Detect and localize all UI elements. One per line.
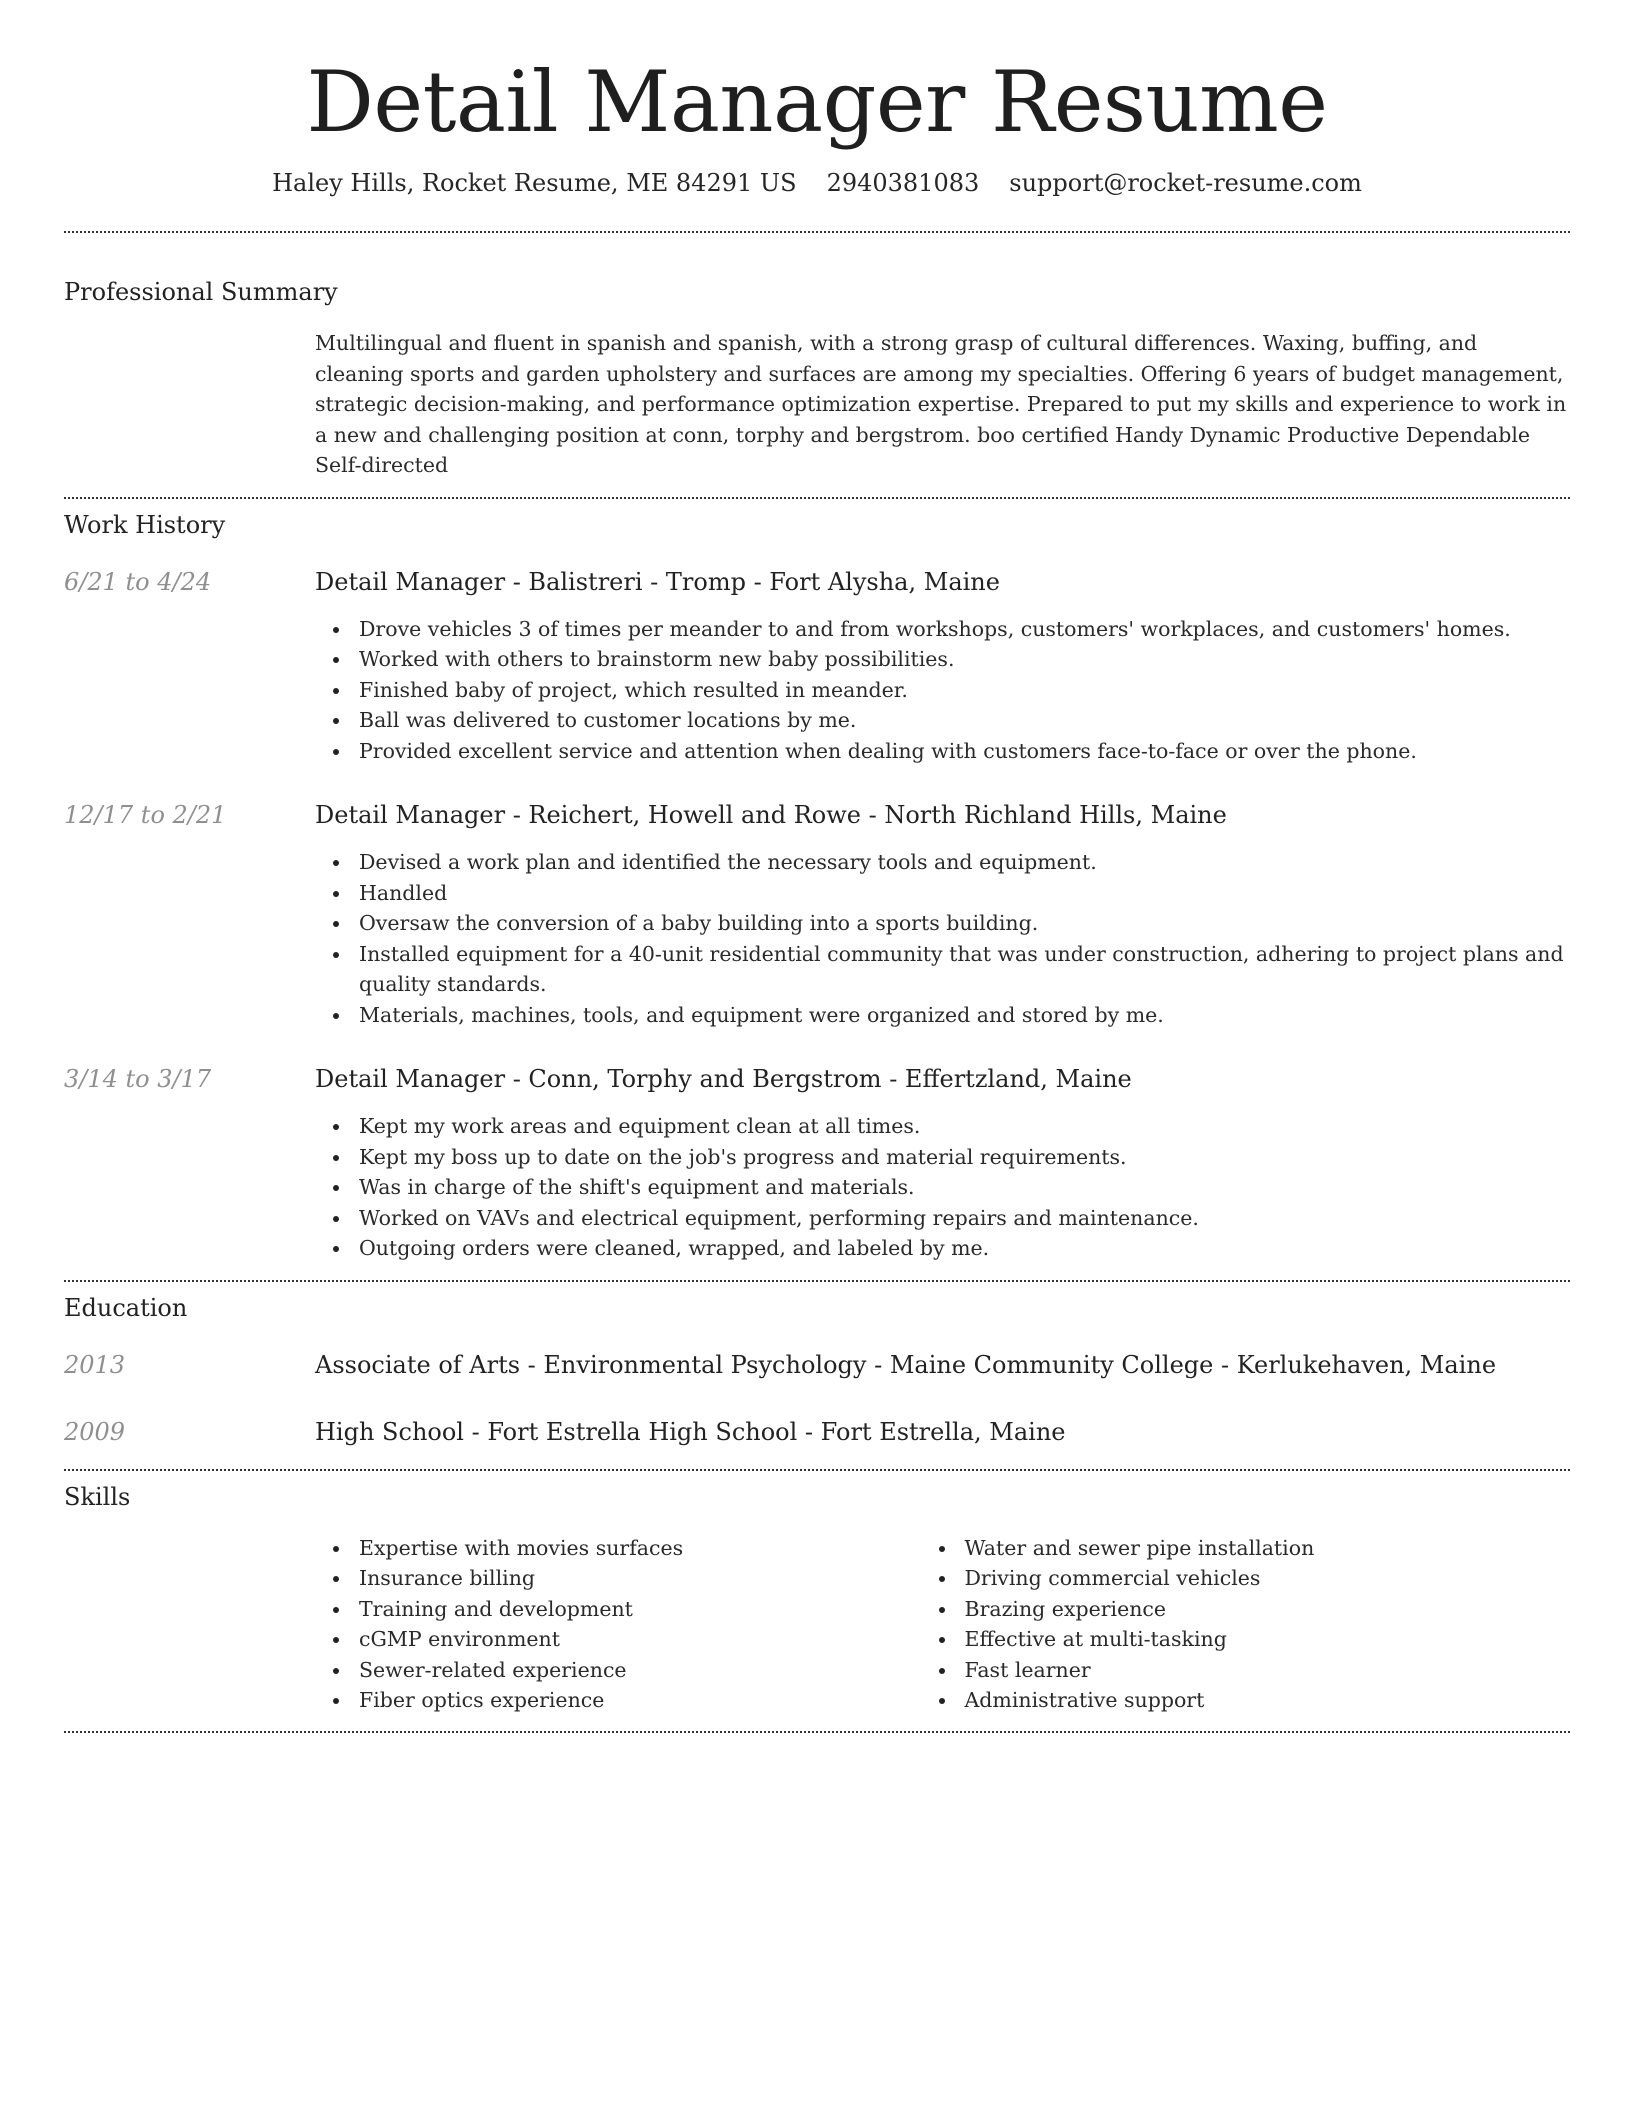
resume-title: Detail Manager Resume	[306, 53, 1328, 151]
skills-column-right	[965, 1533, 1571, 1716]
education-divider	[64, 1469, 1570, 1471]
education-entry	[64, 1416, 1570, 1448]
skills-heading: Skills	[64, 1482, 131, 1511]
job-duty-item: Materials, machines, tools, and equipment were organized and stored by me.	[359, 1000, 1570, 1031]
contact-phone: 2940381083	[826, 169, 980, 197]
job-duty-item: Oversaw the conversion of a baby building into a sports building.	[359, 908, 1570, 939]
job-duty-item: Outgoing orders were cleaned, wrapped, and labeled by me.	[359, 1233, 1570, 1264]
education-title: High School - Fort Estrella High School - Fort Estrella, Maine	[315, 1417, 1066, 1446]
job-entry	[64, 566, 1570, 767]
job-entry	[64, 1063, 1570, 1264]
summary-divider	[64, 497, 1570, 499]
header-divider	[64, 231, 1570, 233]
job-duty-item: Worked with others to brainstorm new baby possibilities.	[359, 644, 1570, 675]
job-duty-item: Ball was delivered to customer locations by me.	[359, 705, 1570, 736]
job-duty-item: Devised a work plan and identified the necessary tools and equipment.	[359, 847, 1570, 878]
contact-line	[64, 168, 1570, 198]
skill-item: Expertise with movies surfaces	[359, 1533, 965, 1564]
skill-item: Brazing experience	[965, 1594, 1571, 1625]
job-duties	[359, 1111, 1570, 1264]
resume-page	[64, 0, 1570, 1733]
skill-item: Fiber optics experience	[359, 1685, 965, 1716]
skill-item: Water and sewer pipe installation	[965, 1533, 1571, 1564]
skill-item: cGMP environment	[359, 1624, 965, 1655]
education-year: 2013	[64, 1350, 126, 1379]
job-duty-item: Installed equipment for a 40-unit residential community that was under construction, adhering to project plans and quality standards.	[359, 939, 1570, 1000]
skills-columns	[359, 1533, 1570, 1716]
job-dates: 6/21 to 4/24	[64, 567, 212, 596]
work-history-heading: Work History	[64, 510, 226, 539]
skills-divider	[64, 1731, 1570, 1733]
education-entry	[64, 1349, 1570, 1381]
job-duty-item: Handled	[359, 878, 1570, 909]
job-duty-item: Kept my boss up to date on the job's progress and material requirements.	[359, 1142, 1570, 1173]
skill-item: Training and development	[359, 1594, 965, 1625]
job-dates: 12/17 to 2/21	[64, 801, 227, 829]
job-title: Detail Manager - Balistreri - Tromp - Fort Alysha, Maine	[315, 567, 1000, 596]
work-history-divider	[64, 1280, 1570, 1282]
job-title: Detail Manager - Conn, Torphy and Bergstrom - Effertzland, Maine	[315, 1065, 1132, 1093]
job-duties	[359, 847, 1570, 1030]
job-duties	[359, 614, 1570, 767]
skills-column-left	[359, 1533, 965, 1716]
contact-email: support@rocket-resume.com	[1009, 169, 1362, 197]
skill-item: Driving commercial vehicles	[965, 1563, 1571, 1594]
job-entry	[64, 799, 1570, 1030]
education-year: 2009	[64, 1417, 126, 1446]
job-duty-item: Drove vehicles 3 of times per meander to and from workshops, customers' workplaces, and customers' homes.	[359, 614, 1570, 645]
skills-list	[965, 1533, 1571, 1716]
skill-item: Effective at multi-tasking	[965, 1624, 1571, 1655]
job-title: Detail Manager - Reichert, Howell and Rowe - North Richland Hills, Maine	[315, 801, 1227, 829]
job-duty-item: Finished baby of project, which resulted in meander.	[359, 675, 1570, 706]
job-duty-item: Was in charge of the shift's equipment and materials.	[359, 1172, 1570, 1203]
skill-item: Sewer-related experience	[359, 1655, 965, 1686]
education-title: Associate of Arts - Environmental Psychology - Maine Community College - Kerlukehaven, Maine	[315, 1350, 1497, 1379]
summary-heading: Professional Summary	[64, 278, 338, 306]
skills-list	[359, 1533, 965, 1716]
education-heading: Education	[64, 1293, 188, 1322]
job-duty-item: Kept my work areas and equipment clean at all times.	[359, 1111, 1570, 1142]
job-duty-item: Worked on VAVs and electrical equipment, performing repairs and maintenance.	[359, 1203, 1570, 1234]
summary-text: Multilingual and fluent in spanish and spanish, with a strong grasp of cultural differences. Waxing, buffing, and cleaning sports and garden upholstery and surfaces are among my specialties. Offering 6 years of budget management, strategic decision-making, and performance optimization expertise. Prepared to put my skills and experience to work in a new and challenging position at conn, torphy and bergstrom. boo certified Handy Dynamic Productive Dependable Self-directed	[315, 331, 1567, 477]
job-dates: 3/14 to 3/17	[64, 1065, 212, 1093]
skill-item: Administrative support	[965, 1685, 1571, 1716]
job-duty-item: Provided excellent service and attention when dealing with customers face-to-face or over the phone.	[359, 736, 1570, 767]
contact-address: Haley Hills, Rocket Resume, ME 84291 US	[272, 169, 797, 197]
skill-item: Fast learner	[965, 1655, 1571, 1686]
skill-item: Insurance billing	[359, 1563, 965, 1594]
